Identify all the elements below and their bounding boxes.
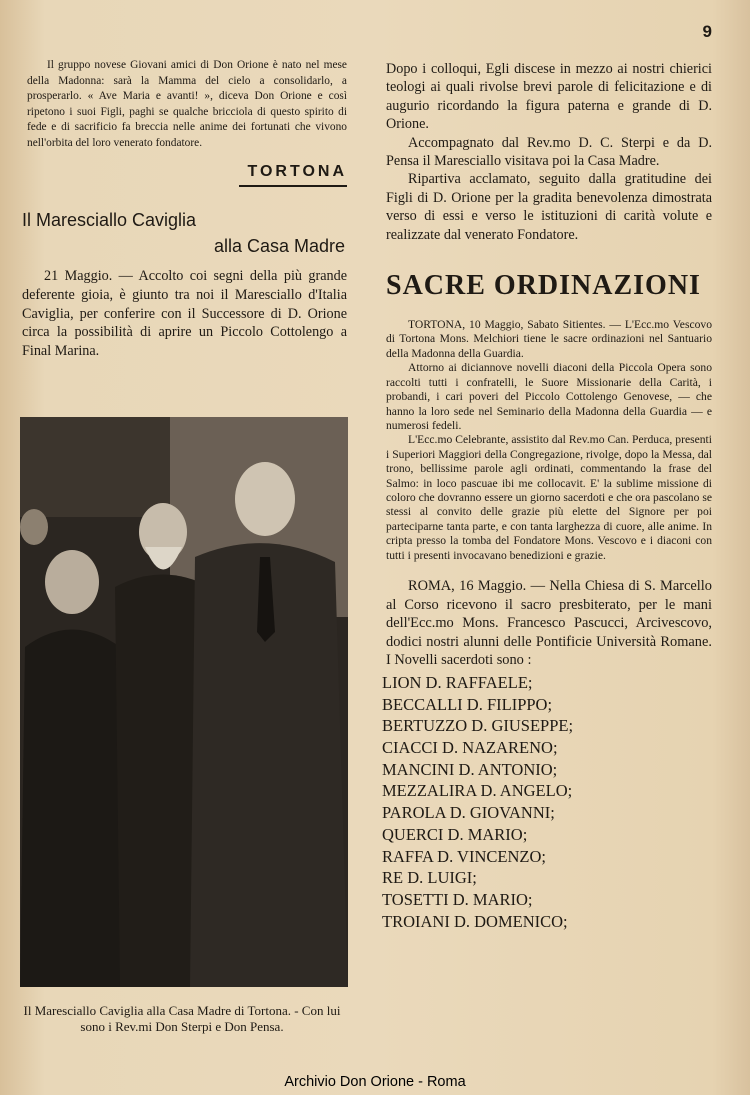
photo-caption: Il Maresciallo Caviglia alla Casa Madre di Tortona. - Con lui sono i Rev.mi Don Sterpi e Don Pensa. [23, 1003, 341, 1034]
list-item: RE D. LUIGI; [382, 868, 477, 888]
list-item: PAROLA D. GIOVANNI; [382, 803, 555, 823]
right-paragraph-3: Ripartiva acclamato, seguito dalla gratitudine dei Figli di D. Orione per la gradita benevolenza dimostrata verso di essi e verso le istituzioni di carità volute e realizzate dal venerato Fondatore. [386, 171, 712, 243]
right-paragraph-1: Dopo i colloqui, Egli discese in mezzo ai nostri chierici teologi ai quali rivolse brevi parole di felicitazione e di augurio ricordando la figura paterna e grande di D. Orione. [386, 61, 712, 133]
list-item: MEZZALIRA D. ANGELO; [382, 781, 573, 801]
roma-paragraph: ROMA, 16 Maggio. — Nella Chiesa di S. Marcello al Corso ricevono il sacro presbiterato, per le mani dell'Ecc.mo Mons. Francesco Pascucci, Arcivescovo, dodici nostri alunni delle Pontificie Università Romane. I Novelli sacerdoti sono : [386, 577, 712, 669]
ordinations-title: SACRE ORDINAZIONI [386, 270, 701, 302]
list-item: LION D. RAFFAELE; [382, 672, 533, 692]
section-heading: TORTONA [247, 163, 347, 180]
list-item: TOSETTI D. MARIO; [382, 889, 533, 909]
ordinations-paragraph-2: Attorno ai diciannove novelli diaconi della Piccola Opera sono raccolti tutti i confratelli, le Suore Missionarie della Carità, i probandi, i cari poveri del Piccolo Cottolengo Genovese, — che hanno la loro sede nel Seminario della Madonna della Guardia — e numerosi fedeli. [386, 361, 712, 432]
archive-footer: Archivio Don Orione - Roma [284, 1074, 466, 1090]
list-item: CIACCI D. NAZARENO; [382, 738, 558, 758]
list-item: MANCINI D. ANTONIO; [382, 759, 558, 779]
list-item: BERTUZZO D. GIUSEPPE; [382, 716, 574, 736]
section-rule [239, 185, 347, 187]
photo-illustration [20, 417, 348, 987]
intro-paragraph: Il gruppo novese Giovani amici di Don Orione è nato nel mese della Madonna: sarà la Mamma del cielo a consolidarlo, a prosperarlo. « Ave Maria e avanti! », diceva Don Orione e così ripetono i suoi Figli, paghi se qualche bricciola di questo spirito di fede e di sacrificio fa breccia nelle anime dei fortunati che vivono nell'orbita del loro venerato fondatore. [27, 59, 347, 149]
priest-list [382, 672, 712, 932]
list-item: BECCALLI D. FILIPPO; [382, 694, 553, 714]
right-paragraph-2: Accompagnato dal Rev.mo D. C. Sterpi e da D. Pensa il Maresciallo visitava poi la Casa Madre. [386, 134, 712, 170]
list-item: RAFFA D. VINCENZO; [382, 846, 546, 866]
article-title [22, 207, 347, 259]
page-number: 9 [702, 22, 712, 41]
right-column [382, 60, 712, 932]
photo-group-portrait [20, 417, 348, 987]
ordinations-paragraph-1: TORTONA, 10 Maggio, Sabato Sitientes. — L'Ecc.mo Vescovo di Tortona Mons. Melchiori tiene le sacre ordinazioni nel Santuario della Madonna della Guardia. [386, 318, 712, 360]
list-item: QUERCI D. MARIO; [382, 824, 528, 844]
article-title-line1: Il Maresciallo Caviglia [22, 210, 197, 230]
left-column [22, 58, 347, 361]
ordinations-paragraph-3: L'Ecc.mo Celebrante, assistito dal Rev.mo Can. Perduca, presenti i Superiori Maggiori della Congregazione, rivolge, dopo la Messa, dal trono, bellissime parole agli ordinati, commentando la frase del Salmo: in loco pascuae ibi me collocavit. E' la sublime missione di coloro che dovranno essere un giorno sacerdoti e che ora pascolano se stessi al convito delle grazie più elette del Signore per poi parteciparne tanta parte, e con tanta larghezza di cuore, alle anime. In cripta presso la tomba del Fondatore Mons. Vescovo e i diaconi con tutti i presenti invocavano benedizioni e grazie. [386, 433, 712, 562]
list-item: TROIANI D. DOMENICO; [382, 911, 568, 931]
article-title-line2: alla Casa Madre [213, 236, 345, 256]
article-body: 21 Maggio. — Accolto coi segni della più grande deferente gioia, è giunto tra noi il Maresciallo d'Italia Caviglia, per conferire con il Successore di D. Orione circa la possibilità di aprire un Piccolo Cottolengo a Final Marina. [22, 268, 347, 360]
